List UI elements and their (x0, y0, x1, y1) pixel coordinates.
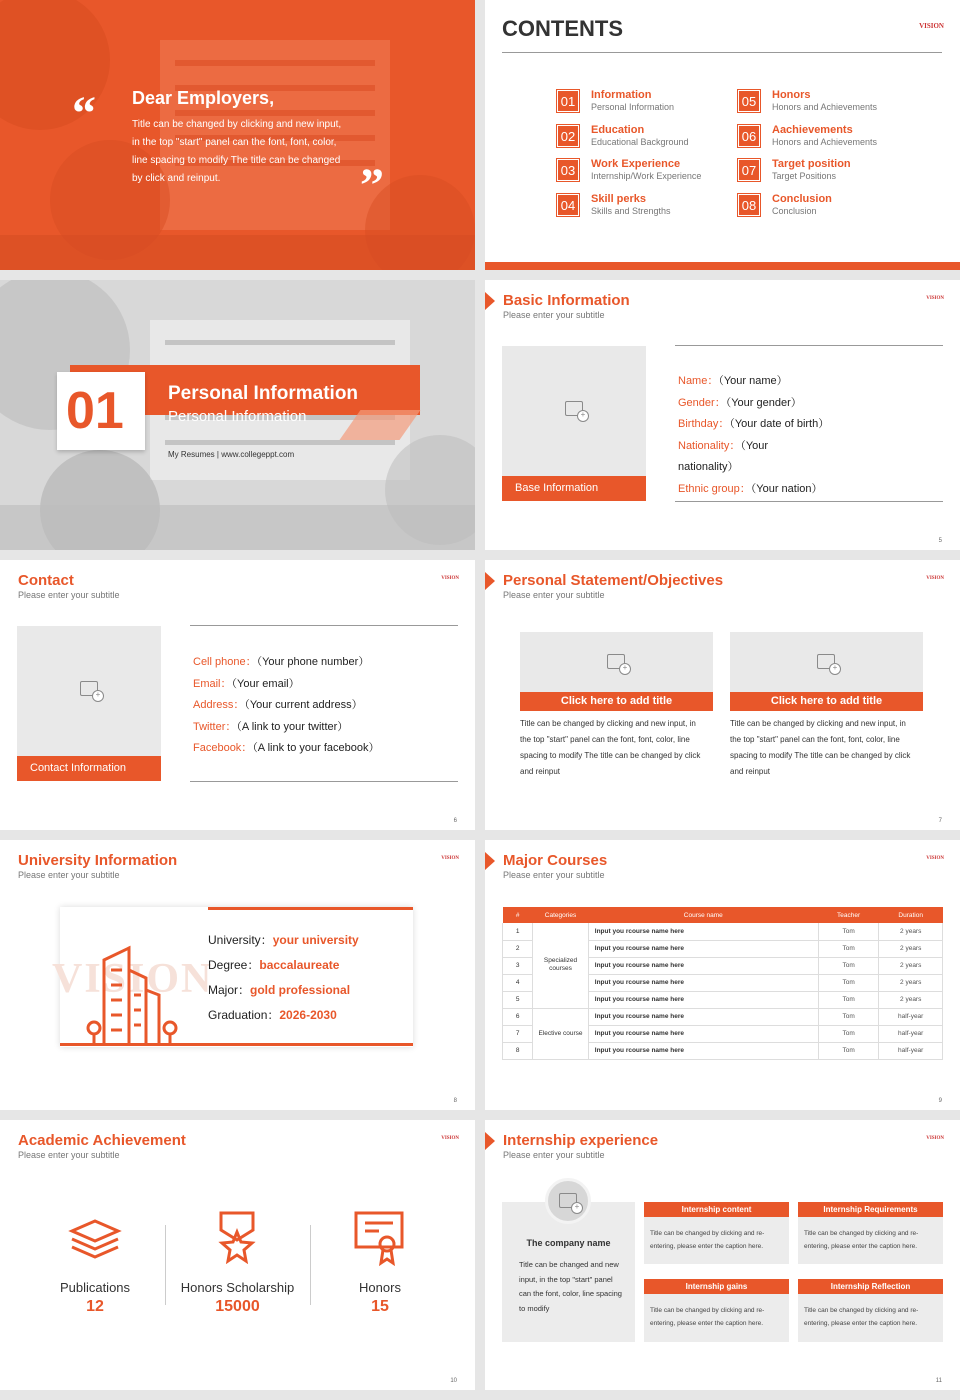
contact-fields (193, 652, 380, 760)
contents-item-title: Skill perks (591, 192, 647, 205)
card (730, 632, 923, 780)
section-caption: My Resumes | www.collegeppt.com (168, 450, 295, 459)
card-text: Title can be changed by clicking and new input, in the top "start" panel can the font, font, color, line spacing to modify The title can be changed by click and reinput (730, 719, 911, 776)
contents-number: 07 (738, 159, 760, 181)
vision-logo: VISION (441, 856, 459, 861)
contents-item-sub: Conclusion (772, 205, 817, 216)
bottom-divider (190, 781, 458, 782)
card-title-button[interactable]: Click here to add title (520, 692, 713, 711)
card-top-line (208, 907, 413, 910)
vision-logo: VISION (919, 22, 944, 30)
course-name[interactable]: Input you rcourse name here (588, 974, 818, 991)
slide-title: Basic Information (503, 292, 630, 309)
slide-university-information (0, 840, 475, 1110)
contents-item-sub: Honors and Achievements (772, 136, 878, 147)
page-number: 11 (935, 1378, 942, 1384)
slide-personal-statement (485, 560, 960, 830)
courses-table (502, 907, 943, 1060)
slide-dear-employers (0, 0, 475, 270)
row-number: 5 (503, 991, 533, 1008)
field-label: Cell phone： (193, 656, 257, 668)
top-divider (190, 625, 458, 626)
duration: 2 years (879, 923, 943, 940)
image-icon (80, 681, 98, 696)
field-value[interactable]: （Your date of birth） (729, 418, 830, 430)
slide-title: Dear Employers, (132, 88, 275, 108)
box-text: Title can be changed by clicking and re-entering, please enter the caption here. (650, 1230, 765, 1250)
header-arrow-icon (485, 1132, 495, 1150)
watermark: VISION (52, 956, 214, 1002)
slide-subtitle: Please enter your subtitle (503, 590, 605, 600)
table-row (503, 923, 943, 940)
table-header: Course name (683, 911, 723, 919)
stat-label: Honors (359, 1280, 401, 1295)
contents-number: 06 (738, 125, 760, 147)
image-placeholder[interactable] (520, 632, 713, 692)
slide-major-courses (485, 840, 960, 1110)
teacher: Tom (818, 991, 879, 1008)
slide-subtitle: Please enter your subtitle (18, 870, 120, 880)
image-icon (565, 401, 583, 416)
slide-subtitle: Please enter your subtitle (18, 590, 120, 600)
field-value[interactable]: （Your (740, 439, 769, 452)
table-row (503, 1008, 943, 1025)
section-subtitle: Personal Information (168, 408, 307, 425)
contents-number: 08 (738, 194, 760, 216)
field-value[interactable]: 2026-2030 (279, 1008, 337, 1022)
field-row (678, 414, 829, 436)
stat-value: 15000 (215, 1298, 260, 1315)
page-number: 9 (938, 1098, 942, 1104)
image-label: Base Information (502, 476, 646, 501)
duration: 2 years (879, 940, 943, 957)
teacher: Tom (818, 1042, 879, 1059)
slide-subtitle: Please enter your subtitle (18, 1150, 120, 1160)
field-row (678, 371, 829, 393)
vision-logo: VISION (441, 576, 459, 581)
course-name[interactable]: Input you rcourse name here (588, 1025, 818, 1042)
contents-number: 04 (557, 194, 579, 216)
teacher: Tom (818, 974, 879, 991)
box-title: Internship Reflection (798, 1279, 943, 1294)
row-number: 8 (503, 1042, 533, 1059)
stat-label: Honors Scholarship (180, 1280, 295, 1295)
contents-number: 02 (557, 125, 579, 147)
contents-number: 03 (557, 159, 579, 181)
duration: 2 years (879, 991, 943, 1008)
box-body (798, 1294, 943, 1342)
vision-logo: VISION (441, 1136, 459, 1141)
field-label: Twitter： (193, 720, 237, 733)
company-avatar[interactable] (545, 1178, 591, 1224)
slide-title: Academic Achievement (18, 1132, 186, 1149)
field-row (678, 457, 829, 479)
course-name[interactable]: Input you rcourse name here (588, 940, 818, 957)
bottom-bar (485, 262, 960, 270)
field-row (193, 695, 380, 717)
stat-value: 12 (86, 1298, 104, 1315)
row-number: 7 (503, 1025, 533, 1042)
certificate-icon (353, 1210, 405, 1266)
field-label: Name： (678, 375, 719, 387)
section-title: Personal Information (168, 383, 359, 404)
field-label: Graduation： (208, 1008, 280, 1022)
box-body (644, 1217, 789, 1264)
field-label: University： (208, 933, 273, 947)
teacher: Tom (818, 940, 879, 957)
slide-contents (485, 0, 960, 270)
duration: 2 years (879, 957, 943, 974)
field-value[interactable]: （Your nation） (750, 482, 823, 495)
contents-item-title: Target position (772, 158, 851, 170)
duration: half-year (879, 1008, 943, 1025)
duration: 2 years (879, 974, 943, 991)
category-cell: Elective course (533, 1008, 589, 1059)
field-label: Birthday： (678, 418, 730, 430)
slide-contact (0, 560, 475, 830)
field-label: Email： (193, 677, 232, 690)
company-name: The company name (526, 1238, 611, 1248)
vision-logo: VISION (926, 576, 944, 581)
course-name[interactable]: Input you rcourse name here (588, 1042, 818, 1059)
course-name[interactable]: Input you rcourse name here (588, 1008, 818, 1025)
contents-item-title: Honors (772, 89, 811, 101)
company-text: Title can be changed and new input, in the top "start" panel can the font, color, line spacing to modify (519, 1260, 622, 1313)
field-label: Degree： (208, 958, 260, 972)
field-row (193, 652, 380, 674)
field-row (193, 674, 380, 696)
slide-title: Internship experience (503, 1132, 659, 1149)
field-label: Nationality： (678, 439, 741, 452)
contents-number: 01 (557, 90, 579, 112)
page-number: 10 (450, 1378, 457, 1384)
teacher: Tom (818, 957, 879, 974)
slide-title: University Information (18, 852, 178, 869)
contents-item-title: Conclusion (772, 192, 832, 205)
slide-subtitle: Please enter your subtitle (503, 870, 605, 880)
slide-internship-experience (485, 1120, 960, 1390)
category-cell: Specialized courses (533, 923, 589, 1008)
contents-item-sub: Honors and Achievements (772, 102, 878, 112)
slide-title: Personal Statement/Objectives (503, 572, 724, 589)
box-title: Internship Requirements (798, 1202, 943, 1217)
field-value[interactable]: your university (272, 933, 359, 947)
bottom-divider (675, 501, 943, 502)
teacher: Tom (818, 923, 879, 940)
contents-item-title: Education (591, 123, 645, 136)
card-title-button[interactable]: Click here to add title (730, 692, 923, 711)
row-number: 4 (503, 974, 533, 991)
row-number: 1 (503, 923, 533, 940)
field-value[interactable]: （Your email） (231, 677, 300, 690)
contents-item-sub: Target Positions (772, 171, 837, 181)
contents-item-sub: Skills and Strengths (591, 205, 671, 216)
slide-basic-information (485, 280, 960, 550)
university-fields (208, 928, 359, 1028)
field-row (678, 479, 829, 501)
field-value[interactable]: （Your current address） (244, 699, 363, 711)
course-name[interactable]: Input you rcourse name here (588, 991, 818, 1008)
field-row (678, 393, 829, 415)
field-label: Ethnic group： (678, 482, 751, 495)
header-arrow-icon (485, 852, 495, 870)
slide-title: Contact (18, 572, 74, 589)
box-body (644, 1294, 789, 1342)
row-number: 6 (503, 1008, 533, 1025)
box-title: Internship gains (644, 1279, 789, 1294)
contents-item-sub: Personal Information (591, 102, 675, 112)
contents-number: 05 (738, 90, 760, 112)
section-number: 01 (66, 382, 124, 440)
university-row (208, 953, 359, 978)
contents-item-sub: Internship/Work Experience (591, 171, 702, 181)
image-icon (817, 654, 835, 669)
medal-icon (217, 1210, 257, 1264)
university-row (208, 1003, 359, 1028)
box-text: Title can be changed by clicking and re-entering, please enter the caption here. (804, 1230, 919, 1250)
slide-academic-achievement (0, 1120, 475, 1390)
field-label: Gender： (678, 396, 726, 409)
stat-divider (165, 1225, 166, 1305)
field-row (193, 717, 380, 739)
stat-divider (310, 1225, 311, 1305)
course-name[interactable]: Input you rcourse name here (588, 923, 818, 940)
box-text: Title can be changed by clicking and re-entering, please enter the caption here. (650, 1307, 765, 1327)
slide-body: Title can be changed by clicking and new input, in the top "start" panel can the font, font, color, line spacing to modify The title can be changed by click and reinput. (132, 119, 342, 184)
field-value[interactable]: （Your phone number） (256, 656, 370, 668)
building-icon (84, 940, 184, 1050)
teacher: Tom (818, 1025, 879, 1042)
top-divider (675, 345, 943, 346)
close-quote-icon: ” (360, 159, 384, 212)
field-label: Major： (208, 983, 251, 997)
row-number: 2 (503, 940, 533, 957)
table-header: Teacher (837, 911, 861, 919)
divider (502, 52, 942, 53)
duration: half-year (879, 1042, 943, 1059)
field-row (678, 436, 829, 458)
contents-item-title: Information (591, 89, 652, 101)
university-row (208, 978, 359, 1003)
page-number: 6 (453, 818, 457, 824)
image-placeholder[interactable] (730, 632, 923, 692)
slide-section-01 (0, 280, 475, 550)
page-number: 7 (938, 818, 942, 824)
page-number: 5 (938, 538, 942, 544)
contents-item-title: Aachievements (772, 123, 853, 136)
course-name[interactable]: Input you rcourse name here (588, 957, 818, 974)
open-quote-icon: “ (72, 87, 96, 140)
slide-subtitle: Please enter your subtitle (503, 310, 605, 320)
contents-title: CONTENTS (502, 16, 623, 41)
basic-info-fields (678, 371, 829, 500)
contents-item-title: Work Experience (591, 158, 681, 170)
publications-icon (68, 1215, 122, 1259)
image-icon (559, 1193, 577, 1208)
field-value[interactable]: （Your name） (718, 375, 788, 387)
teacher: Tom (818, 1008, 879, 1025)
header-arrow-icon (485, 572, 495, 590)
vision-logo: VISION (926, 1136, 944, 1141)
box-title: Internship content (644, 1202, 789, 1217)
contents-item-sub: Educational Background (591, 136, 689, 147)
box-text: Title can be changed by clicking and re-entering, please enter the caption here. (804, 1307, 919, 1327)
slide-subtitle: Please enter your subtitle (503, 1150, 605, 1160)
field-label: Facebook： (193, 742, 253, 754)
field-value[interactable]: nationality） (678, 461, 739, 473)
stat-value: 15 (371, 1298, 389, 1315)
image-label: Contact Information (17, 756, 161, 781)
table-header: Categories (544, 911, 577, 919)
table-header: Duration (898, 911, 923, 919)
header-arrow-icon (485, 292, 495, 310)
box-body (798, 1217, 943, 1264)
vision-logo: VISION (926, 856, 944, 861)
field-value[interactable]: gold professional (250, 983, 351, 997)
field-label: Address： (193, 699, 245, 711)
card (520, 632, 713, 780)
stat-label: Publications (59, 1280, 131, 1295)
field-value[interactable]: baccalaureate (259, 958, 340, 972)
image-icon (607, 654, 625, 669)
field-value[interactable]: （A link to your twitter） (236, 720, 349, 733)
duration: half-year (879, 1025, 943, 1042)
vision-logo: VISION (926, 296, 944, 301)
field-row (193, 738, 380, 760)
card-text: Title can be changed by clicking and new input, in the top "start" panel can the font, font, color, line spacing to modify The title can be changed by click and reinput (520, 719, 701, 776)
table-header: # (515, 911, 520, 919)
field-value[interactable]: （A link to your facebook） (252, 742, 380, 754)
row-number: 3 (503, 957, 533, 974)
page-number: 8 (453, 1098, 457, 1104)
slide-title: Major Courses (503, 852, 608, 869)
field-value[interactable]: （Your gender） (725, 396, 802, 409)
university-row (208, 928, 359, 953)
